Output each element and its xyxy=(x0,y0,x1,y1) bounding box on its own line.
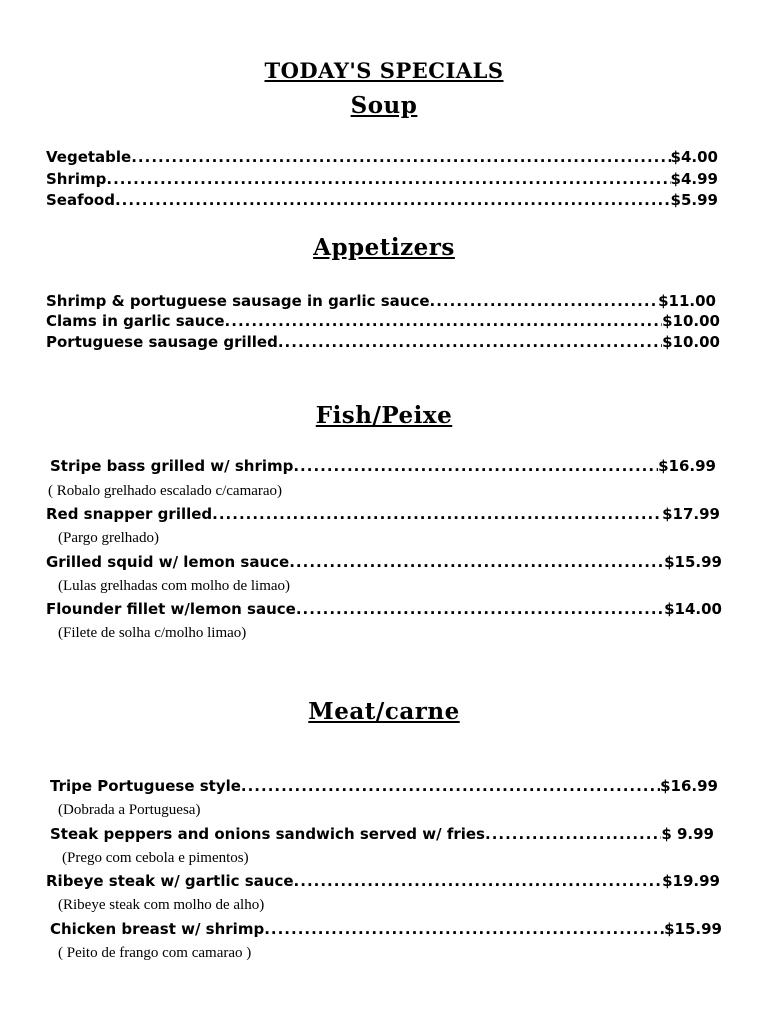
dot-leader xyxy=(289,553,664,571)
dot-leader xyxy=(430,292,659,310)
item-name: Flounder fillet w/lemon sauce xyxy=(46,600,296,618)
menu-item xyxy=(46,148,718,168)
appetizers-heading: Appetizers xyxy=(313,234,455,261)
item-translation: (Dobrada a Portuguesa) xyxy=(58,802,201,818)
item-price: $4.00 xyxy=(670,148,718,166)
dot-leader xyxy=(225,312,663,330)
menu-title: TODAY'S SPECIALS xyxy=(264,58,504,83)
item-price: $5.99 xyxy=(670,191,718,209)
item-price: $16.99 xyxy=(658,457,716,475)
item-translation: (Lulas grelhadas com molho de limao) xyxy=(58,578,291,594)
item-name: Red snapper grilled xyxy=(46,505,213,523)
item-price: $16.99 xyxy=(660,777,718,795)
menu-item xyxy=(46,553,722,573)
item-price: $15.99 xyxy=(664,553,722,571)
item-name: Shrimp & portuguese sausage in garlic sauce xyxy=(46,292,430,310)
item-translation: ( Peito de frango com camarao ) xyxy=(58,945,252,961)
soup-heading: Soup xyxy=(350,92,418,119)
dot-leader xyxy=(131,148,670,166)
menu-item xyxy=(46,191,718,211)
item-price: $10.00 xyxy=(662,333,720,351)
item-price: $14.00 xyxy=(664,600,722,618)
menu-item xyxy=(50,920,722,940)
menu-item xyxy=(50,777,718,797)
dot-leader xyxy=(115,191,671,209)
dot-leader xyxy=(294,872,663,890)
meat-heading: Meat/carne xyxy=(308,698,460,725)
item-name: Shrimp xyxy=(46,170,107,188)
item-name: Stripe bass grilled w/ shrimp xyxy=(50,457,294,475)
item-translation: (Ribeye steak com molho de alho) xyxy=(58,897,265,913)
item-price: $17.99 xyxy=(662,505,720,523)
item-translation: (Prego com cebola e pimentos) xyxy=(62,850,249,866)
item-name: Steak peppers and onions sandwich served w/ fries xyxy=(50,825,485,843)
menu-item xyxy=(46,505,720,525)
item-name: Grilled squid w/ lemon sauce xyxy=(46,553,290,571)
item-name: Chicken breast w/ shrimp xyxy=(50,920,265,938)
dot-leader xyxy=(241,777,660,795)
item-price: $11.00 xyxy=(658,292,716,310)
dot-leader xyxy=(278,333,662,351)
item-name: Portuguese sausage grilled xyxy=(46,333,278,351)
dot-leader xyxy=(264,920,664,938)
item-name: Ribeye steak w/ gartlic sauce xyxy=(46,872,294,890)
item-price: $19.99 xyxy=(662,872,720,890)
item-name: Tripe Portuguese style xyxy=(50,777,241,795)
dot-leader xyxy=(296,600,664,618)
item-price: $15.99 xyxy=(664,920,722,938)
dot-leader xyxy=(485,825,661,843)
fish-heading: Fish/Peixe xyxy=(315,402,453,429)
menu-item xyxy=(46,292,716,312)
dot-leader xyxy=(106,170,670,188)
menu-item xyxy=(46,312,720,332)
dot-leader xyxy=(212,505,662,523)
item-name: Clams in garlic sauce xyxy=(46,312,225,330)
menu-item xyxy=(46,600,722,620)
item-price: $ 9.99 xyxy=(661,825,714,843)
menu-item xyxy=(46,170,718,190)
menu-item xyxy=(50,825,714,845)
menu-item xyxy=(46,333,720,353)
item-translation: (Filete de solha c/molho limao) xyxy=(58,625,247,641)
item-translation: ( Robalo grelhado escalado c/camarao) xyxy=(48,483,283,499)
item-name: Vegetable xyxy=(46,148,132,166)
menu-item xyxy=(46,872,720,892)
item-price: $10.00 xyxy=(662,312,720,330)
item-name: Seafood xyxy=(46,191,115,209)
menu-item xyxy=(50,457,716,477)
item-price: $4.99 xyxy=(670,170,718,188)
dot-leader xyxy=(293,457,658,475)
item-translation: (Pargo grelhado) xyxy=(58,530,159,546)
